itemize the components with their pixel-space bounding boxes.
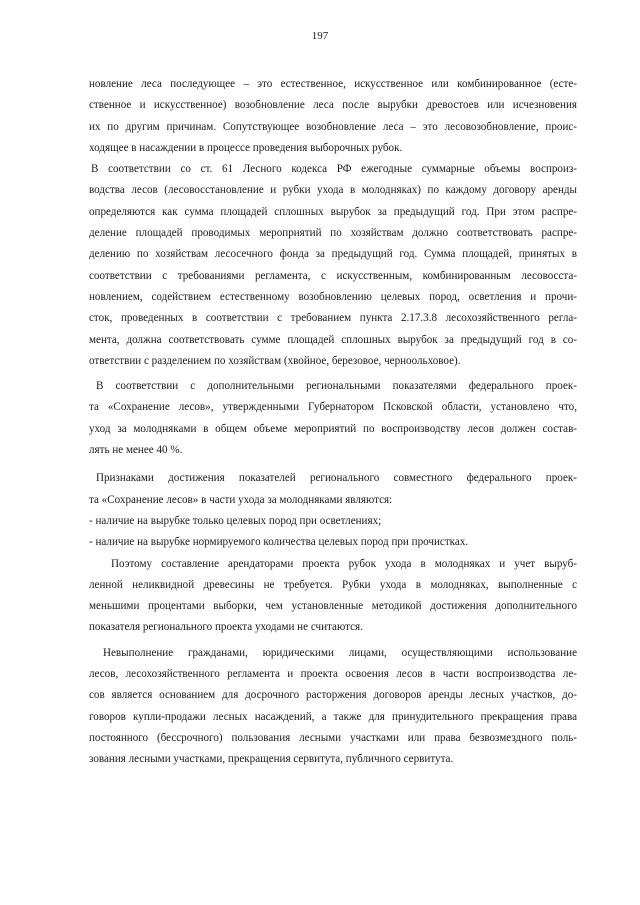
text-line: сов является основанием для досрочного расторжения договоров аренды лесных участков, до- <box>89 689 577 702</box>
paragraph-non-compliance <box>89 643 577 771</box>
text-line: ходящее в насаждении в процессе проведения выборочных рубок. <box>89 141 403 154</box>
text-line: их по другим причинам. Сопутствующее возобновление леса – это лесовозобновление, проис- <box>89 120 577 133</box>
text-line: мента, должна соответствовать сумме площадей сплошных вырубок за предыдущий год в со- <box>89 333 577 346</box>
text-line: зования лесными участками, прекращения сервитута, публичного сервитута. <box>89 753 454 766</box>
list-item-clearing <box>89 511 577 532</box>
text-line: Признаками достижения показателей регионального совместного федерального проек- <box>96 472 577 485</box>
paragraph-regeneration-definition <box>89 74 577 159</box>
paragraph-project-not-required <box>89 554 577 639</box>
text-line: В соответствии со ст. 61 Лесного кодекса РФ ежегодные суммарные объемы воспроиз- <box>91 163 577 176</box>
list-item-thinning <box>89 532 577 553</box>
text-line: соответствии с требованиями регламента, с искусственным, комбинированным лесовосста- <box>89 269 577 282</box>
text-line: уход за молодняками в общем объеме мероприятий по воспроизводству лесов должен состав- <box>89 422 577 435</box>
paragraph-forest-code-article-61 <box>89 159 577 372</box>
text-line: сток, проведенных в соответствии с требованием пункта 2.17.3.8 лесохозяйственного регла- <box>89 312 577 325</box>
paragraph-regional-indicators <box>89 376 577 461</box>
text-line: говоров купли-продажи лесных насаждений, а также для принудительного прекращения права <box>89 710 577 723</box>
text-line: меньшими процентами выборки, чем установленные методикой достижения дополнительного <box>89 600 577 613</box>
text-line: ответствии с разделением по хозяйствам (хвойное, березовое, черноольховое). <box>89 354 461 367</box>
text-line: - наличие на вырубке нормируемого количества целевых пород при прочистках. <box>89 536 469 549</box>
text-line: делению по хозяйствам лесосечного фонда за предыдущий год. Сумма площадей, принятых в <box>89 248 577 261</box>
text-line: деление площадей проводимых мероприятий по хозяйствам должно соответствовать распре- <box>89 227 577 240</box>
text-line: Невыполнение гражданами, юридическими лицами, осуществляющими использование <box>103 646 577 659</box>
text-line: новлением, содействием естественному возобновлению целевых пород, осветления и прочи- <box>89 290 577 303</box>
text-line: водства лесов (лесовосстановление и рубки ухода в молодняках) по каждому договору аренды <box>89 184 577 197</box>
text-line: В соответствии с дополнительными региональными показателями федерального проек- <box>96 380 577 393</box>
text-line: та «Сохранение лесов», утвержденными Губернатором Псковской области, установлено что, <box>89 401 577 414</box>
text-line: определяются как сумма площадей сплошных вырубок за предыдущий год. При этом распре- <box>89 205 577 218</box>
text-line: Поэтому составление арендаторами проекта рубок ухода в молодняках и учет выруб- <box>111 557 577 570</box>
text-line: показателя регионального проекта уходами не считаются. <box>89 621 363 634</box>
text-line: новление леса последующее – это естественное, искусственное или комбинированное (есте- <box>89 78 577 90</box>
paragraph-achievement-criteria <box>89 468 577 511</box>
text-line: та «Сохранение лесов» в части ухода за молодняками являются: <box>89 493 393 506</box>
text-line: постоянного (бессрочного) пользования лесными участками или права безвозмездного поль- <box>89 731 577 744</box>
text-line: лесов, лесохозяйственного регламента и проекта освоения лесов в части воспроизводства ле- <box>89 668 577 681</box>
text-line: лять не менее 40 %. <box>89 444 183 457</box>
text-line: - наличие на вырубке только целевых пород при осветлениях; <box>89 514 382 527</box>
page-number: 197 <box>311 30 329 42</box>
text-line: ленной неликвидной древесины не требуется. Рубки ухода в молодняках, выполненные с <box>89 578 577 591</box>
text-line: ственное и искусственное) возобновление леса после вырубки древостоев или исчезновения <box>89 99 577 112</box>
document-body <box>89 74 577 771</box>
